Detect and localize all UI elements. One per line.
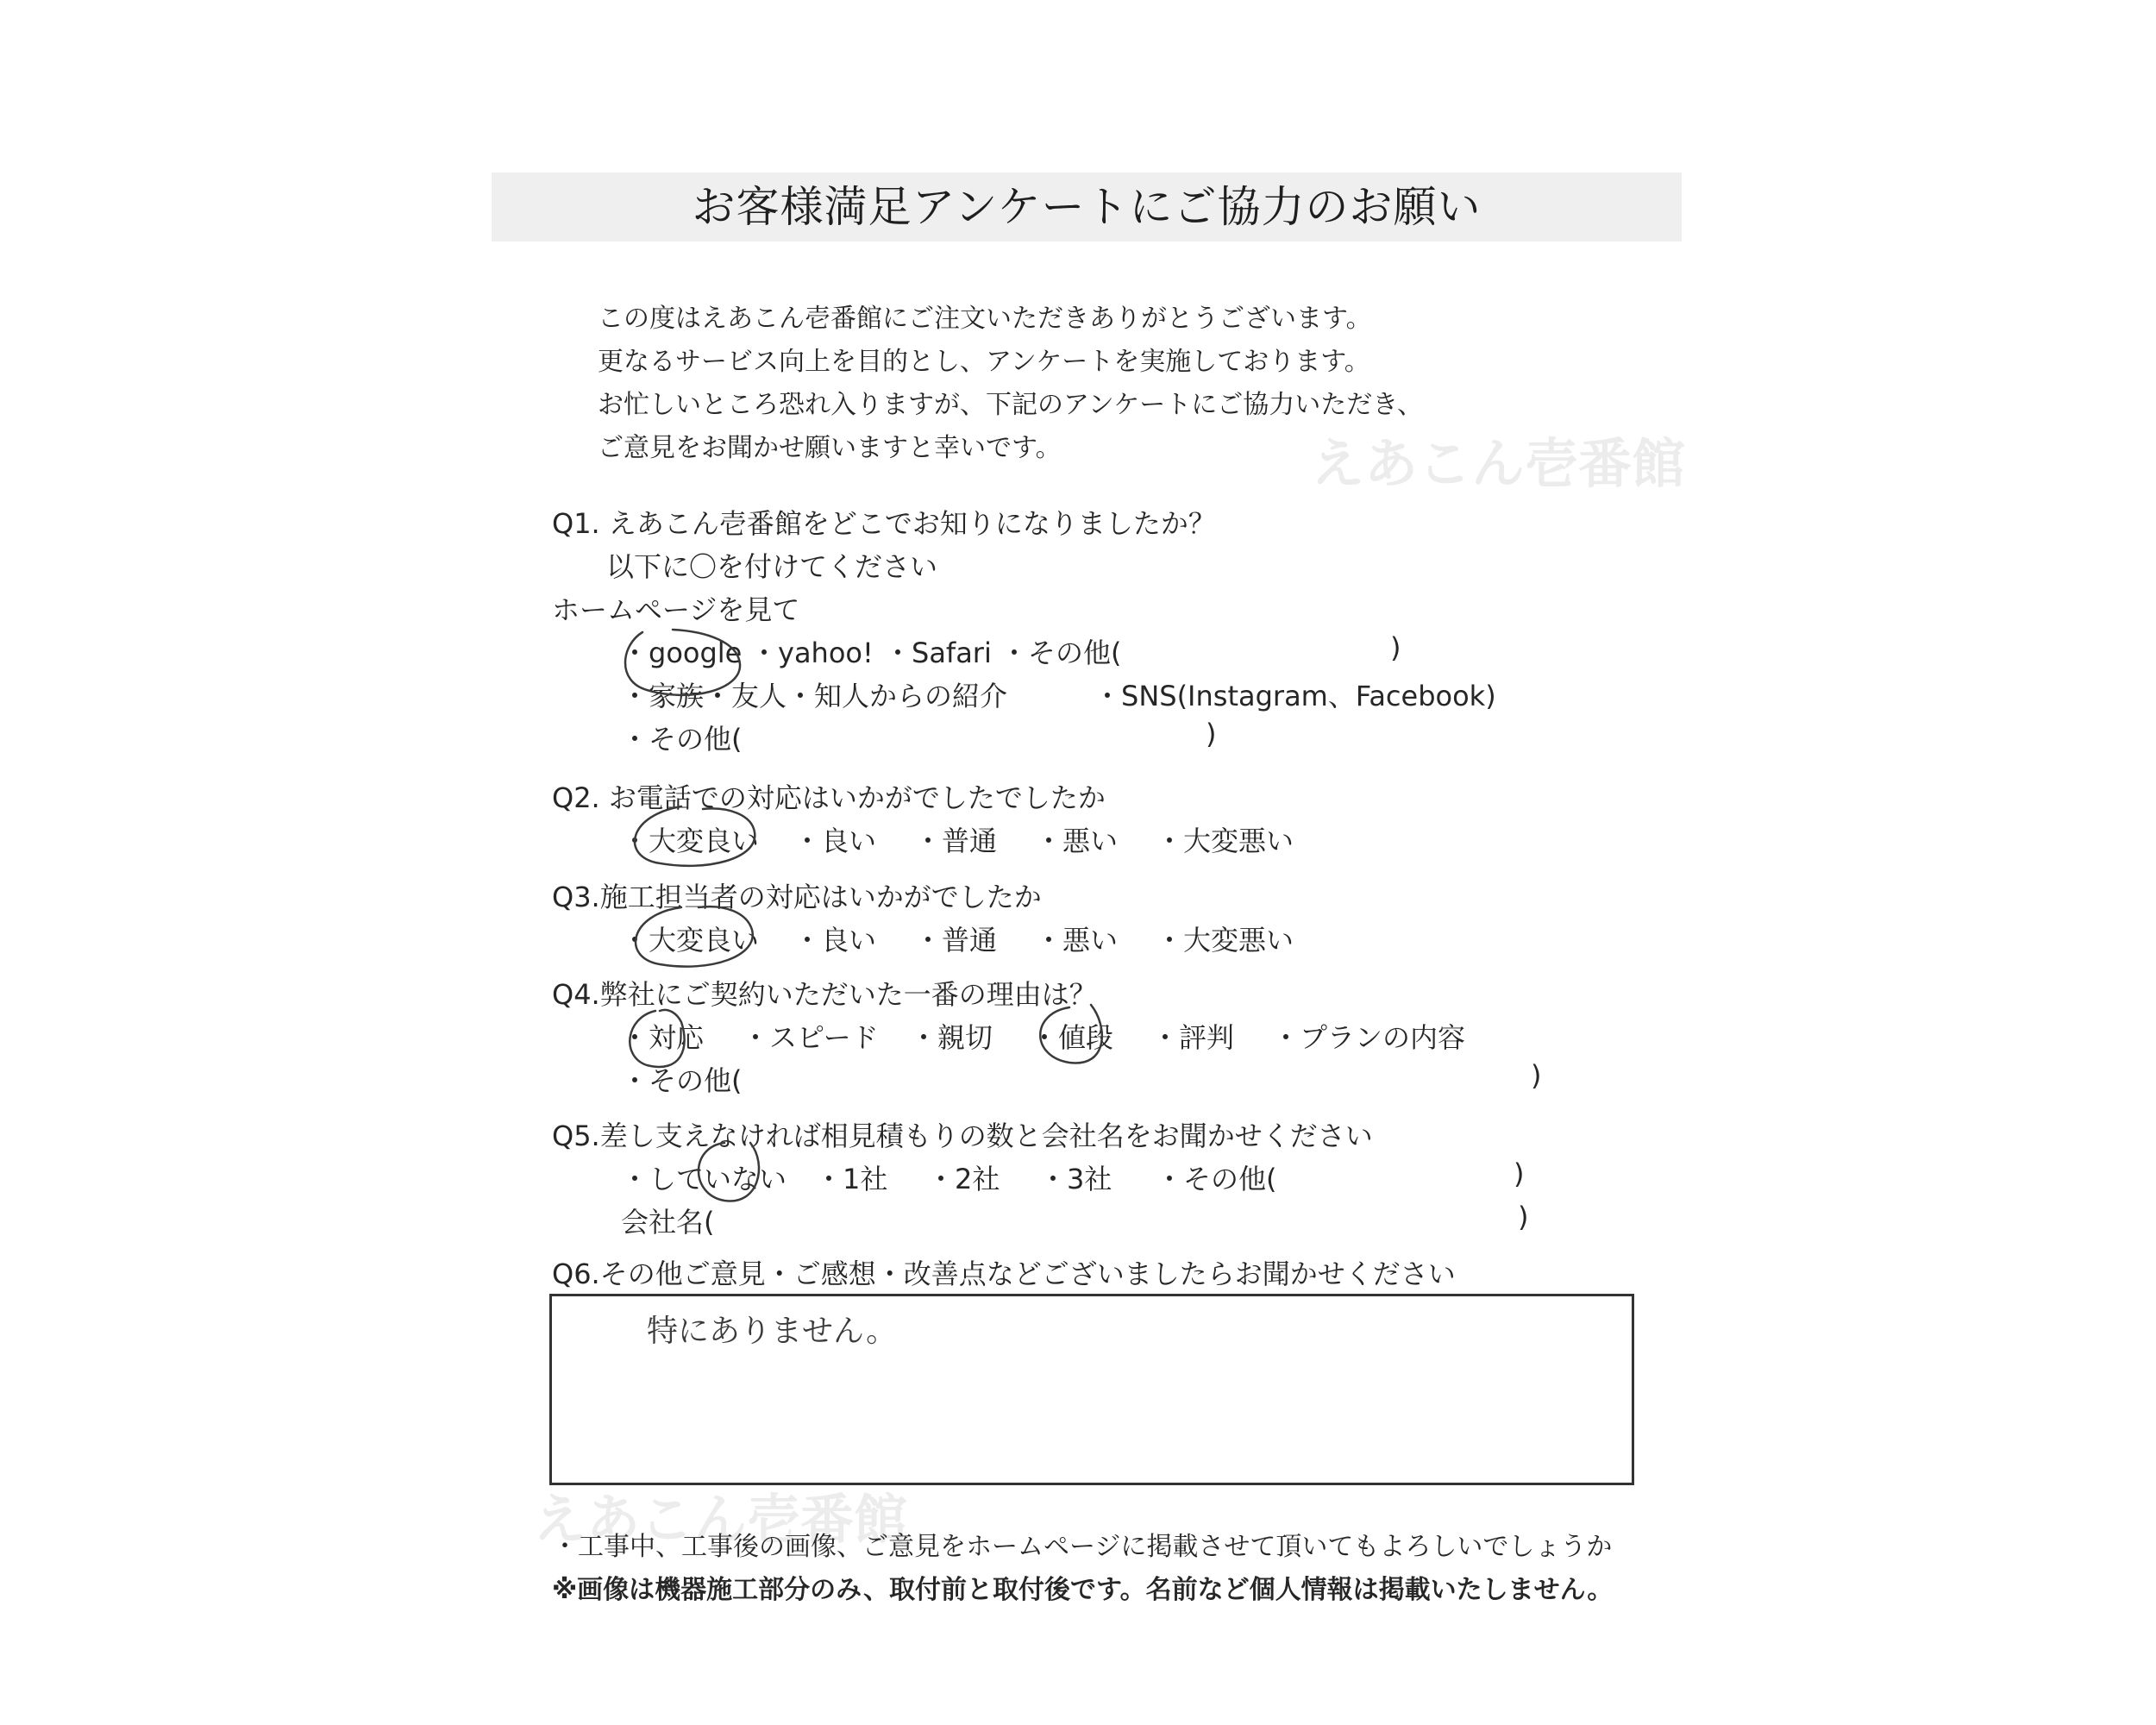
q3-option-very-good[interactable]: ・大変良い [621,924,760,957]
q4-option-other[interactable]: ・その他( [621,1064,743,1097]
q1-instruction: 以下に〇を付けてください [606,550,938,583]
q5-question: Q5.差し支えなければ相見積もりの数と会社名をお聞かせください [552,1120,1373,1152]
q5-option-none[interactable]: ・していない [621,1163,787,1195]
q1-question: Q1. えあこん壱番館をどこでお知りになりましたか？ [552,507,1216,540]
page-title: お客様満足アンケートにご協力のお願い [692,182,1482,232]
q3-option-normal[interactable]: ・普通 [914,924,998,957]
q2-option-good[interactable]: ・良い [793,825,877,857]
q4-option-speed[interactable]: ・スピード [742,1021,879,1054]
q1-option-yahoo[interactable]: ・yahoo! [750,637,874,669]
q5-other-close: ) [1514,1157,1525,1190]
q3-option-good[interactable]: ・良い [793,924,877,957]
footer-consent-question: ・工事中、工事後の画像、ご意見をホームページに掲載させて頂いてもよろしいでしょうか [552,1532,1613,1562]
intro-line-2: 更なるサービス向上を目的とし、アンケートを実施しております。 [598,347,1370,377]
q4-option-kindness[interactable]: ・親切 [910,1021,993,1054]
q4-other-close: ) [1531,1059,1542,1092]
q5-option-other[interactable]: ・その他( [1156,1163,1277,1195]
q6-answer-box[interactable] [549,1294,1634,1485]
q1-option-other-1[interactable]: ・その他( [1000,637,1122,669]
footer-note: ※画像は機器施工部分のみ、取付前と取付後です。名前など個人情報は掲載いたしません。 [552,1575,1614,1605]
q1-other-2-close: ) [1206,718,1217,750]
watermark-bottom: えあこん壱番館 [533,1488,908,1551]
q4-option-price[interactable]: ・値段 [1031,1021,1114,1054]
q1-option-sns[interactable]: ・SNS(Instagram、Facebook) [1094,680,1496,712]
q5-company-label: 会社名( [621,1206,715,1239]
q2-question: Q2. お電話での対応はいかがでしたでしたか [552,781,1106,814]
q4-option-response[interactable]: ・対応 [621,1021,705,1054]
q1-other-1-close: ) [1390,631,1401,664]
q3-option-very-bad[interactable]: ・大変悪い [1156,924,1294,957]
intro-line-1: この度はえあこん壱番館にご注文いただきありがとうございます。 [598,304,1372,334]
q2-option-very-good[interactable]: ・大変良い [621,825,760,857]
q6-handwritten-answer: 特にありません。 [647,1314,898,1349]
q6-question: Q6.その他ご意見・ご感想・改善点などございましたらお聞かせください [552,1258,1456,1290]
q5-company-close: ) [1518,1201,1529,1233]
q2-option-normal[interactable]: ・普通 [914,825,998,857]
q5-option-1[interactable]: ・1社 [815,1163,888,1195]
q4-option-reputation[interactable]: ・評判 [1151,1021,1235,1054]
q3-question: Q3.施工担当者の対応はいかがでしたか [552,881,1042,913]
watermark-top: えあこん壱番館 [1311,432,1686,495]
q2-option-bad[interactable]: ・悪い [1035,825,1119,857]
q5-option-2[interactable]: ・2社 [927,1163,1000,1195]
q2-option-very-bad[interactable]: ・大変悪い [1156,825,1294,857]
intro-line-3: お忙しいところ恐れ入りますが、下記のアンケートにご協力いただき、 [598,390,1423,420]
q1-option-google[interactable]: ・google [621,637,743,669]
q1-option-other-2[interactable]: ・その他( [621,723,743,756]
intro-line-4: ご意見をお聞かせ願いますと幸いです。 [598,433,1062,463]
q4-question: Q4.弊社にご契約いただいた一番の理由は？ [552,978,1097,1011]
title-band [492,172,1682,242]
q5-option-3[interactable]: ・3社 [1039,1163,1112,1195]
q1-hp-label: ホームページを見て [552,593,800,626]
q1-option-family[interactable]: ・家族・友人・知人からの紹介 [621,680,1008,712]
q4-option-plan[interactable]: ・プランの内容 [1272,1021,1466,1054]
q1-option-safari[interactable]: ・Safari [884,637,992,669]
q3-option-bad[interactable]: ・悪い [1035,924,1119,957]
